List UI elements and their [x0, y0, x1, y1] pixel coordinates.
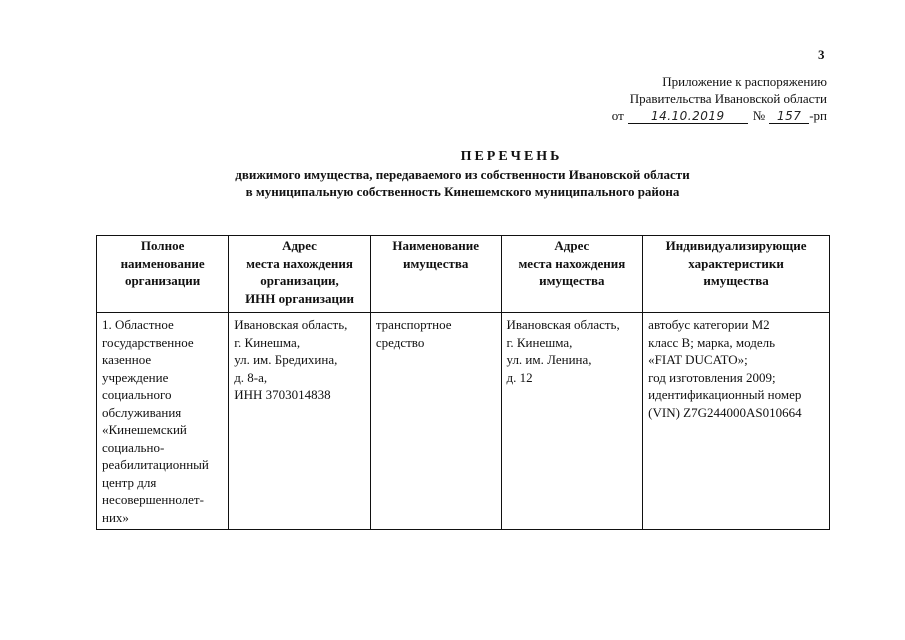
text-line: средство [375, 334, 425, 350]
appendix-line-2: Правительства Ивановской области [629, 91, 827, 106]
order-suffix: -рп [809, 108, 827, 123]
from-label: от [611, 108, 624, 123]
text-line: транспортное [375, 317, 452, 332]
cell-property-name [370, 313, 501, 530]
appendix-block [612, 73, 827, 124]
table-header-row [97, 236, 830, 313]
text-line: наименование [120, 255, 205, 271]
text-line: социального [102, 387, 172, 402]
text-line: имущества [402, 255, 469, 271]
text-line: обслуживания [102, 404, 182, 420]
title-heading: ПЕРЕЧЕНЬ [460, 149, 563, 164]
text-line: д. 8-а, [234, 369, 268, 385]
text-line: социально- [102, 439, 165, 455]
text-line: класс В; марка, модель [648, 334, 776, 350]
text-line: Индивидуализирующие [665, 238, 807, 253]
text-line: г. Кинешма, [234, 334, 301, 350]
text-line: казенное [102, 352, 152, 367]
text-line: идентификационный номер [648, 387, 802, 402]
cell-characteristics [643, 313, 830, 530]
header-org-address [229, 236, 371, 313]
text-line: организации, [260, 273, 339, 288]
text-line: Наименование [392, 238, 480, 253]
text-line: ИНН 3703014838 [234, 387, 331, 402]
text-line: характеристики [688, 255, 784, 271]
text-line: учреждение [102, 369, 169, 385]
page-number: 3 [818, 47, 825, 62]
table-row [97, 313, 830, 530]
property-table [96, 235, 830, 530]
text-line: автобус категории М2 [648, 317, 770, 332]
text-line: г. Кинешма, [506, 334, 573, 350]
text-line: (VIN) Z7G244000AS010664 [648, 404, 802, 420]
text-line: места нахождения [246, 255, 353, 271]
number-label: № [752, 108, 766, 123]
title-subtitle-1: движимого имущества, передаваемого из собственности Ивановской области [235, 167, 690, 182]
text-line: несовершеннолет- [102, 492, 204, 507]
cell-organization [97, 313, 229, 530]
text-line: реабилитационный [102, 457, 209, 472]
text-line: Ивановская область, [506, 317, 620, 332]
cell-org-address [229, 313, 371, 530]
header-property-address [501, 236, 643, 313]
text-line: Полное [140, 238, 185, 253]
title-subtitle-2: в муниципальную собственность Кинешемского муниципального района [245, 184, 680, 199]
text-line: «Кинешемский [102, 422, 187, 437]
header-characteristics [643, 236, 830, 313]
handwritten-number: 157 [769, 110, 809, 124]
text-line: 1. Областное [102, 317, 174, 332]
handwritten-date: 14.10.2019 [628, 110, 748, 124]
text-line: имущества [539, 273, 605, 288]
text-line: них» [102, 509, 129, 525]
text-line: ИНН организации [245, 290, 354, 306]
text-line: ул. им. Бредихина, [234, 352, 338, 367]
text-line: места нахождения [518, 255, 626, 271]
text-line: имущества [703, 273, 769, 288]
text-line: «FIAT DUCATO»; [648, 352, 748, 367]
text-line: д. 12 [506, 369, 533, 385]
text-line: Адрес [282, 238, 317, 253]
text-line: Адрес [554, 238, 590, 253]
text-line: центр для [102, 474, 157, 490]
header-organization [97, 236, 229, 313]
appendix-line-1: Приложение к распоряжению [662, 74, 827, 89]
text-line: Ивановская область, [234, 317, 348, 332]
text-line: год изготовления 2009; [648, 369, 776, 385]
text-line: государственное [102, 334, 194, 350]
text-line: ул. им. Ленина, [506, 352, 592, 367]
header-property-name [370, 236, 501, 313]
cell-property-address [501, 313, 643, 530]
appendix-line-3 [612, 107, 827, 124]
text-line: организации [124, 273, 201, 288]
document-title [0, 148, 905, 200]
